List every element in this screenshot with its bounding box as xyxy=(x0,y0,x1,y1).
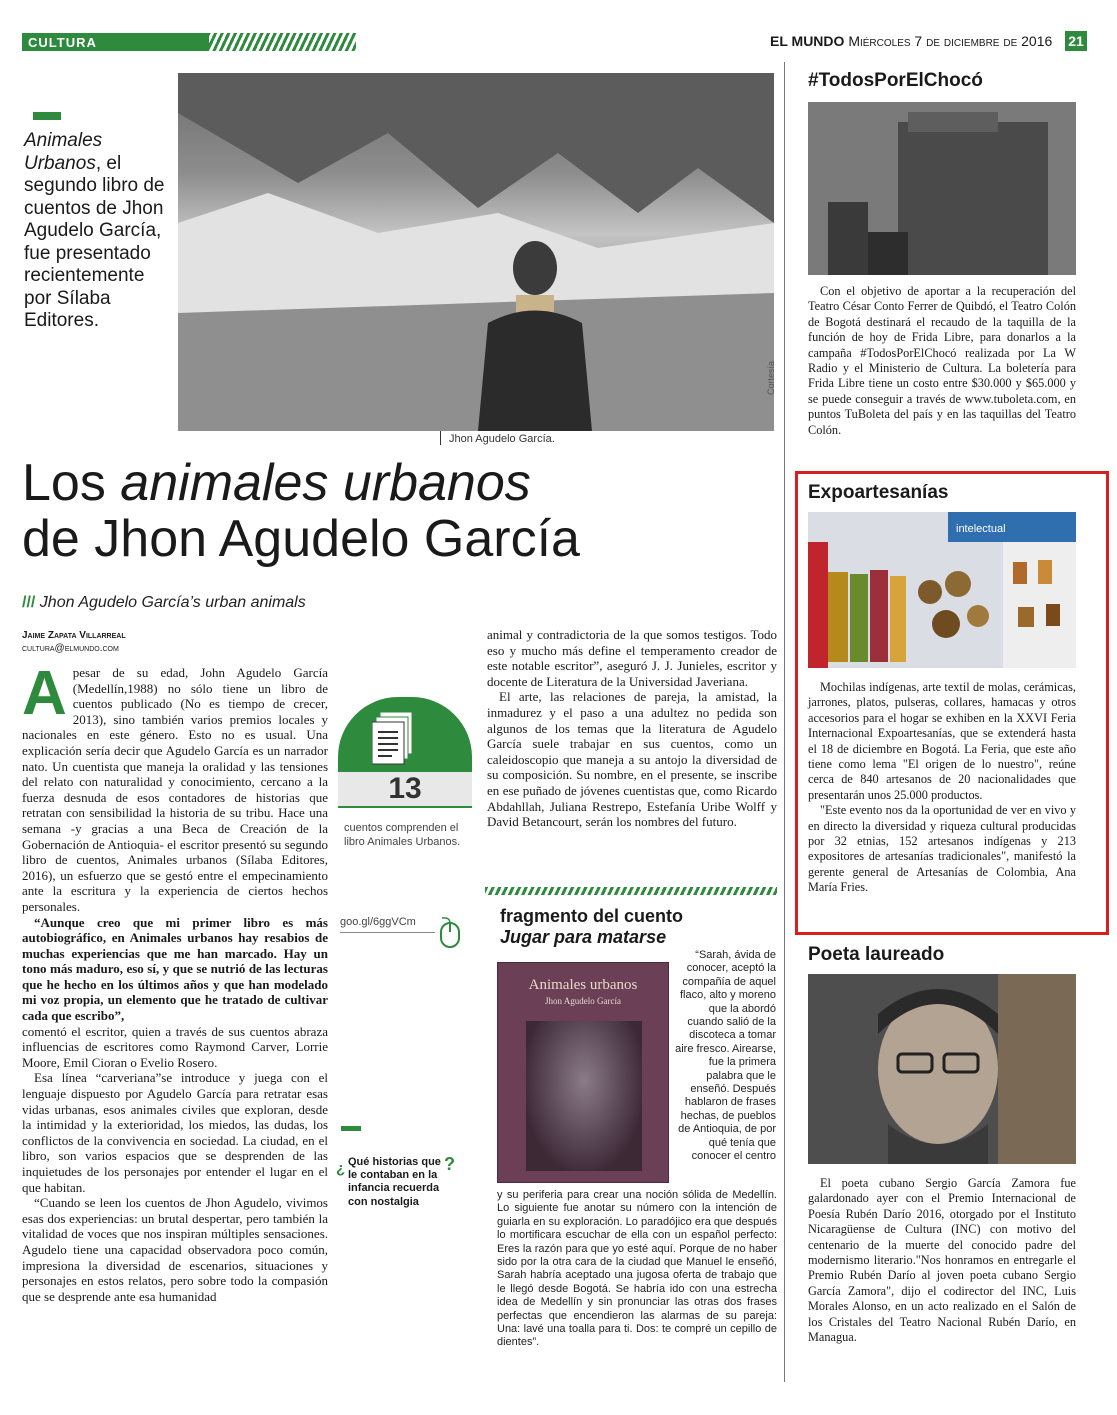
book-cover-image xyxy=(497,962,669,1183)
link-underline xyxy=(340,932,435,933)
expo-heading: Expoartesanías xyxy=(808,482,949,503)
article-paragraph: El arte, las relaciones de pareja, la amistad, la inmadurez y el paso a una adultez no pedida son algunos de los temas que la literatura de Agudelo García suele trabajar en sus cuentos, como un caleidoscopio que maneja a su antojo la diversidad de su composición. Su nombre, en el presente, se inscribe en ese puñado de jóvenes cuentistas que, como Ricardo Abdahllah, Juliana Restrepo, Estefanía Uribe Wolff y David Betancourt, serán los nombres del futuro. xyxy=(487,689,777,830)
question-accent-bar xyxy=(341,1126,361,1131)
question-mark-open: ¿ xyxy=(336,1160,346,1177)
reader-question: Qué historias que le contaban en la infancia recuerda con nostalgia xyxy=(348,1156,441,1208)
expo-paragraph: Mochilas indígenas, arte textil de molas, cerámicas, jarrones, platos, pulseras, collares, hamacas y otros accesorios para el hogar se exhiben en la XXVI Feria Internacional Expoartesanías, que se extenderá hasta el 18 de diciembre en Bogotá. La Feria, que este año tiene como lema "El origen de lo nuestro", reúne cerca de 840 artesanos de 20 nacionalidades que presentarán unos 25.000 productos. xyxy=(808,680,1076,802)
expo-paragraph: "Este evento nos da la oportunidad de ver en vivo y en directo la diversidad y riqueza cultural producidas por 32 etnias, 152 artesanos indígenas y 213 expositores de artesanías tradicionales", manifestó la gerente general de Artesanías de Colombia, Ana María Fries. xyxy=(808,803,1076,895)
article-column-2 xyxy=(487,627,777,830)
book-cover-author: Jhon Agudelo García xyxy=(545,996,621,1006)
byline-email: cultura@elmundo.com xyxy=(22,643,119,654)
mouse-icon xyxy=(439,917,461,949)
poeta-heading: Poeta laureado xyxy=(808,944,945,965)
article-subhead: /// Jhon Agudelo García’s urban animals xyxy=(22,594,306,611)
theater-building-image xyxy=(808,102,1076,275)
theater-photo xyxy=(808,102,1076,275)
crafts-sign-text: intelectual xyxy=(956,523,1006,535)
todos-paragraph: Con el objetivo de aportar a la recuperación del Teatro César Conto Ferrer de Quibdó, el Teatro Colón de Bogotá destinará el recaudo de la taquilla de la función de hoy de Frida Libre, para donarlos a la campaña #TodosPorElChocó realizada por La W Radio y el Ministerio de Cultura. La boletería para Frida Libre tiene un costo entre $30.000 y $65.000 y se puede conseguir a través de www.tuboleta.com, en puntos TuBoleta del país y en las taquillas del Teatro Colón. xyxy=(808,284,1076,437)
article-paragraph: comentó el escritor, quien a través de sus cuentos abraza influencias de escritores como Raymond Carver, Lorrie Moore, Emil Cioran o Evelio Rosero. xyxy=(22,1023,328,1070)
poet-portrait-image xyxy=(808,974,1076,1164)
fragment-divider xyxy=(485,887,777,895)
article-paragraph: “Cuando se leen los cuentos de Jhon Agudelo, vivimos esas dos experiencias: un brutal despertar, pero también la vitalidad de voces que nos inspiran múltiples sensaciones. Agudelo tiene una capacidad observadora poco común, impresiona la diversidad de escenarios, situaciones y personajes en estos relatos, pero sobre todo la compasión que se desprende ante esa humanidad xyxy=(22,1195,328,1304)
photo-caption: Jhon Agudelo García. xyxy=(440,431,555,445)
caption-text: , el segundo libro de cuentos de Jhon Agudelo García, fue presentado recientemente por Sílaba Editores. xyxy=(24,152,165,331)
article-paragraph: pesar de su edad, John Agudelo García (Medellín,1988) no sólo tiene un libro de cuentos publicado (No es tiempo de crecer, 2013), sino también varios premios locales y nacionales en este género. Esto no es usual. Una explicación sería decir que Agudelo García es un narrador nato. Un cuentista que maneja la oralidad y las tensiones del relato con naturalidad y conocimiento, cercano a la fuerza desnuda de esos contadores de historias que retratan con sensibilidad la historia de su tribu. Hace una semana -y gracias a una Beca de Creación de la Gobernación de Antioquia- el escritor presentó su segundo libro de cuentos, Animales urbanos (Sílaba Editores, 2016), un esfuerzo que se gestó entre el empecinamiento ante la escritura y la experiencia de ciertos hechos personales. xyxy=(22,665,328,914)
fragment-text-bottom: y su periferia para crear una noción sólida de Medellín. Lo siguiente fue anotar su número con la intención de guiarla en su exploración. Lo paradójico era que después lo mortificara escuchar de ella con un español perfecto: Eres la razón para que yo esté aquí. Porque de no haber sido por la otra cara de la ciudad que Manuel le enseñó, Sarah habría aceptado una jugosa oferta de trabajo que le llegó desde Bogotá. Se habría ido con una estrecha idea de Medellín y sin pronunciar las otras dos frases perfectas que encendieron las alarmas de su pareja: Una: lavé una toalla para ti. Dos: te compré un cepillo de dientes”. xyxy=(497,1189,777,1349)
masthead xyxy=(770,33,1052,49)
article-paragraph: Esa línea “carveriana”se introduce y juega con el lenguaje dispuesto por Agudelo García para retratar esas vidas urbanas, esos animales civiles que exploran, desde la intimidad y la exterioridad, los miedos, las dudas, los conflictos de la convivencia en sociedad. La ciudad, en el libro, son varios espacios que se desprenden de las inquietudes de los personajes por entender el lugar en el que habitan. xyxy=(22,1070,328,1195)
poeta-paragraph: El poeta cubano Sergio García Zamora fue galardonado ayer con el Premio Internacional de Poesía Rubén Darío 2016, otorgado por el Instituto Nicaragüense de Cultura (INC) con motivo del centenario de la muerte del conocido padre del modernismo literario."Nos honramos en entregarle el Premio Rubén Darío al joven poeta cubano Sergio García Zamora", dijo el codirector del INC, Luis Morales Alonso, en un acto realizado en el Salón de los Cristales del Teatro Nacional Rubén Darío, en Managua. xyxy=(808,1176,1076,1345)
article-headline: Los animales urbanos de Jhon Agudelo García xyxy=(22,454,580,568)
page-number: 21 xyxy=(1065,31,1087,51)
article-paragraph: animal y contradictoria de la que somos testigos. Todo eso y mucho más define el temperamento creador de este notable escritor”, aseguró J. J. Junieles, escritor y docente de Literatura de la Universidad Javeriana. xyxy=(487,627,777,689)
fragment-title: fragmento del cuento Jugar para matarse xyxy=(500,906,684,947)
todos-heading: #TodosPorElChocó xyxy=(808,70,983,91)
crafts-display-image xyxy=(808,512,1076,668)
author-photo xyxy=(178,73,774,431)
story-count: 13 xyxy=(338,772,472,806)
issue-date: Miércoles 7 de diciembre de 2016 xyxy=(848,33,1053,49)
drop-cap: A xyxy=(22,659,67,728)
subhead-slashes: /// xyxy=(22,594,36,611)
poet-photo xyxy=(808,974,1076,1164)
fragment-text-right: “Sarah, ávida de conocer, aceptó la compañía de aquel flaco, alto y moreno que la abordó cuando salió de la discoteca a tomar aire fresco. Airearse, fue la primera palabra que le enseñó. Después hablaron de frases hechas, de pueblos de Antioquia, de por qué tenía que conocer el centro xyxy=(675,949,776,1163)
column-rule xyxy=(784,62,785,1382)
book-cover-title: Animales urbanos xyxy=(528,977,638,993)
photo-credit: Cortesía xyxy=(766,360,776,395)
book-cover-illustration xyxy=(526,1021,642,1171)
story-count-label: cuentos comprenden el libro Animales Urbanos. xyxy=(344,822,461,848)
article-column-1 xyxy=(22,659,328,1304)
byline-author: Jaime Zapata Villarreal xyxy=(22,630,126,641)
section-tag: CULTURA xyxy=(22,33,356,51)
article-quote: “Aunque creo que mi primer libro es más autobiográfico, en Animales urbanos hay resabios de muchas experiencias que me han marcado. Hay un tono más maduro, eso sí, y que se nutrió de las lecturas que he hecho en los últimos años y que han modelado mi voz propia, un elemento que he tratado de cultivar cada que escribo”, xyxy=(22,914,328,1024)
caption-book-title: Animales Urbanos xyxy=(24,130,103,174)
documents-icon xyxy=(372,712,418,768)
caption-accent-bar xyxy=(33,112,61,120)
photo-side-caption xyxy=(24,130,174,333)
crafts-photo xyxy=(808,512,1076,668)
question-mark-close: ? xyxy=(444,1154,455,1174)
short-link[interactable]: goo.gl/6ggVCm xyxy=(340,916,416,928)
expo-text xyxy=(808,680,1076,896)
newspaper-name: EL MUNDO xyxy=(770,33,845,49)
mountain-scene-image xyxy=(178,73,774,431)
